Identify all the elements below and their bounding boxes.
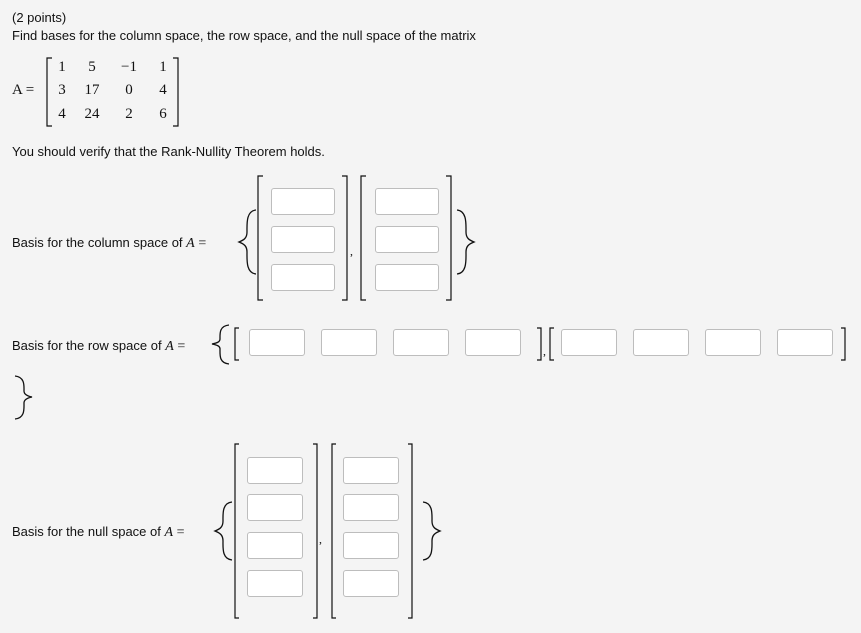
row-basis-v1-entry4[interactable] <box>465 329 521 356</box>
matrix-cell: 5 <box>88 59 96 75</box>
row-basis-v2-entry4[interactable] <box>777 329 833 356</box>
vector-separator: , <box>319 532 322 546</box>
row-basis-v2-entry3[interactable] <box>705 329 761 356</box>
matrix-cell: 24 <box>84 106 100 122</box>
null-basis-v2-entry4[interactable] <box>343 570 399 597</box>
row-basis-v1-entry2[interactable] <box>321 329 377 356</box>
column-basis-v1-entry3[interactable] <box>271 264 335 291</box>
null-basis-v1-entry4[interactable] <box>247 570 303 597</box>
matrix-cell: 4 <box>58 106 66 122</box>
column-basis-v2-entry2[interactable] <box>375 226 439 253</box>
row-basis-v2-entry2[interactable] <box>633 329 689 356</box>
null-basis-v1-entry1[interactable] <box>247 457 303 484</box>
column-basis-v2-entry1[interactable] <box>375 188 439 215</box>
vector-separator: , <box>350 244 353 258</box>
row-basis-v1-entry3[interactable] <box>393 329 449 356</box>
matrix-cell: 1 <box>159 59 167 75</box>
row-basis-v1-entry1[interactable] <box>249 329 305 356</box>
matrix-cell: 4 <box>159 82 167 98</box>
problem-prompt: Find bases for the column space, the row space, and the null space of the matrix <box>12 28 476 43</box>
column-basis-v1-entry2[interactable] <box>271 226 335 253</box>
matrix-cell: −1 <box>121 59 137 75</box>
matrix-cell: 1 <box>58 59 66 75</box>
matrix-cell: 17 <box>84 82 100 98</box>
verify-note: You should verify that the Rank-Nullity Theorem holds. <box>12 144 325 159</box>
null-basis-v1-entry3[interactable] <box>247 532 303 559</box>
matrix-cell: 2 <box>125 106 133 122</box>
null-basis-v2-entry2[interactable] <box>343 494 399 521</box>
null-space-label: Basis for the null space of A = <box>12 524 185 540</box>
null-basis-v1-entry2[interactable] <box>247 494 303 521</box>
null-basis-v2-entry3[interactable] <box>343 532 399 559</box>
column-basis-v2-entry3[interactable] <box>375 264 439 291</box>
vector-separator: , <box>543 344 546 358</box>
matrix-label: A = <box>12 82 35 98</box>
row-space-label: Basis for the row space of A = <box>12 338 186 354</box>
row-basis-v2-entry1[interactable] <box>561 329 617 356</box>
points-label: (2 points) <box>12 10 67 25</box>
matrix-cell: 3 <box>58 82 66 98</box>
matrix-cell: 0 <box>125 82 133 98</box>
null-basis-v2-entry1[interactable] <box>343 457 399 484</box>
column-basis-v1-entry1[interactable] <box>271 188 335 215</box>
column-space-label: Basis for the column space of A = <box>12 235 207 251</box>
matrix-cell: 6 <box>159 106 167 122</box>
